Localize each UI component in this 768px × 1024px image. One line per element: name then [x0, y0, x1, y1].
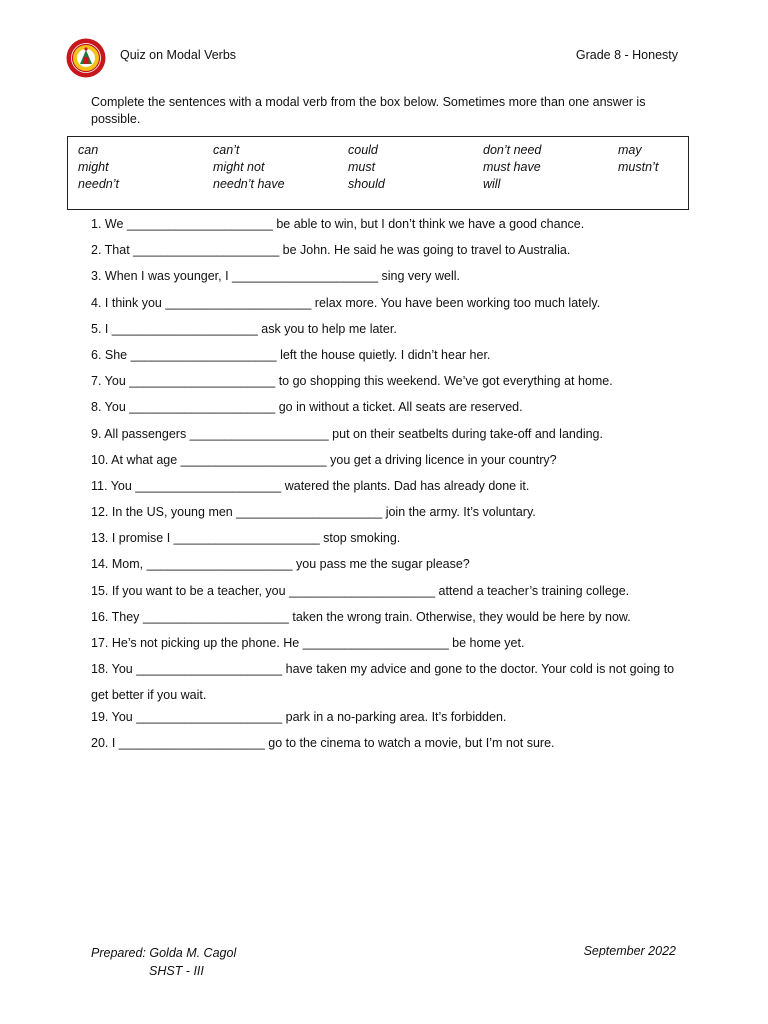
question-item: 6. She _____________________ left the house quietly. I didn’t hear her.: [91, 347, 491, 362]
question-item: 18. You _____________________ have taken my advice and gone to the doctor. Your cold is not going to get better if you wait.: [91, 662, 675, 703]
modal-verb-word: might not: [213, 160, 265, 174]
modal-verb-word: must have: [483, 160, 541, 174]
question-item: 13. I promise I _____________________ stop smoking.: [91, 531, 401, 546]
modal-verb-word: may: [618, 143, 642, 157]
modal-verb-word: needn’t: [78, 177, 120, 191]
question-item: 3. When I was younger, I _____________________ sing very well.: [91, 269, 461, 284]
question-item: 16. They _____________________ taken the wrong train. Otherwise, they would be here by now.: [91, 609, 631, 624]
grade-section: Grade 8 - Honesty: [575, 48, 678, 62]
question-item: 10. At what age _____________________ you get a driving licence in your country?: [91, 452, 557, 467]
question-item: 8. You _____________________ go in without a ticket. All seats are reserved.: [91, 400, 523, 415]
question-item: 11. You _____________________ watered the plants. Dad has already done it.: [91, 478, 530, 493]
modal-verb-grid: [78, 142, 688, 192]
school-seal-logo: [66, 38, 106, 78]
question-list: [91, 216, 691, 761]
question-item: 20. I _____________________ go to the cinema to watch a movie, but I’m not sure.: [91, 735, 555, 750]
modal-verb-word: will: [483, 177, 501, 191]
question-item: 19. You _____________________ park in a no-parking area. It’s forbidden.: [91, 709, 507, 724]
question-item: 7. You _____________________ to go shopping this weekend. We’ve got everything at home.: [91, 374, 613, 389]
question-item: 14. Mom, _____________________ you pass me the sugar please?: [91, 557, 470, 572]
quiz-title: Quiz on Modal Verbs: [120, 48, 237, 62]
modal-verb-word: needn’t have: [213, 177, 285, 191]
modal-verb-box: [67, 136, 689, 210]
modal-verb-word: might: [78, 160, 109, 174]
modal-verb-word: don’t need: [483, 143, 542, 157]
modal-verb-word: should: [348, 177, 385, 191]
question-item: 12. In the US, young men _____________________ join the army. It’s voluntary.: [91, 505, 536, 520]
question-item: 2. That _____________________ be John. He said he was going to travel to Australia.: [91, 243, 571, 258]
instructions-text: Complete the sentences with a modal verb from the box below. Sometimes more than one answer is possible.: [91, 95, 646, 126]
question-item: 4. I think you _____________________ relax more. You have been working too much lately.: [91, 295, 601, 310]
footer-date: September 2022: [583, 944, 676, 958]
modal-verb-word: [618, 176, 688, 192]
department-label: SHST - III: [149, 964, 204, 978]
question-item: 9. All passengers ____________________ put on their seatbelts during take-off and landing.: [91, 426, 603, 441]
modal-verb-word: could: [348, 143, 378, 157]
modal-verb-word: can: [78, 143, 99, 157]
modal-verb-word: mustn’t: [618, 160, 659, 174]
question-item: 15. If you want to be a teacher, you _____________________ attend a teacher’s training college.: [91, 583, 630, 598]
question-item: 1. We _____________________ be able to win, but I don’t think we have a good chance.: [91, 217, 585, 231]
modal-verb-word: must: [348, 160, 376, 174]
page-header: [66, 38, 686, 78]
prepared-by: Prepared: Golda M. Cagol: [91, 946, 237, 960]
modal-verb-word: can’t: [213, 143, 240, 157]
prepared-by-block: [91, 944, 236, 980]
question-item: 17. He’s not picking up the phone. He _____________________ be home yet.: [91, 636, 525, 650]
question-item: 5. I _____________________ ask you to help me later.: [91, 321, 397, 336]
